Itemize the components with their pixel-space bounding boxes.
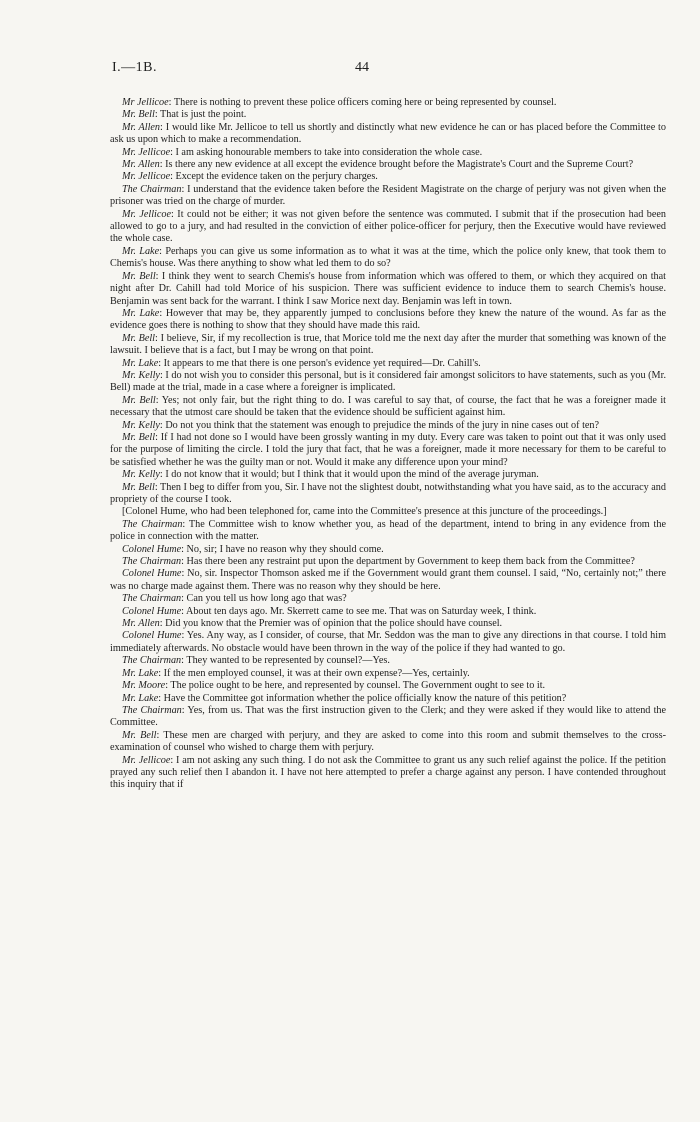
paragraph: Colonel Hume: No, sir; I have no reason why they should come. [122, 543, 384, 555]
paragraph: Mr. Bell: Yes; not only fair, but the right thing to do. I was careful to say that, of course, the fact that he was a foreigner made it necessary that the utmost care should be taken that the evidence should be sufficient against him. [110, 394, 666, 419]
speaker-name: Mr. Bell [122, 431, 156, 443]
paragraph: Mr. Kelly: I do not wish you to consider this personal, but is it considered fair amongst solicitors to have statements, such as you (Mr. Bell) made at the trial, made in a case where a foreigner is implicated. [110, 369, 666, 394]
speaker-name: Mr. Lake [122, 245, 160, 257]
speaker-name: Colonel Hume [122, 543, 182, 555]
speaker-name: Mr. Jellicoe [122, 146, 171, 158]
paragraph-text: I am not asking any such thing. I do not ask the Committee to grant us any such relief against the police. If the petition prayed any such relief then I abandon it. I have not here attempted to prefer a charge against any person. I have contended throughout this inquiry that if [110, 754, 666, 791]
paragraph-text: Have the Committee got information whether the police officially know the nature of this petition? [163, 692, 567, 704]
paragraph: Mr. Lake: It appears to me that there is one person's evidence yet required—Dr. Cahill's. [122, 357, 481, 369]
paragraph-text: Is there any new evidence at all except the evidence brought before the Magistrate's Court and the Supreme Court? [165, 159, 634, 171]
speaker-name: The Chairman [122, 593, 182, 605]
speaker-name: Mr Jellicoe [122, 97, 169, 108]
speaker-name: Mr. Moore [122, 680, 166, 692]
paragraph-text: I do not know that it would; but I think that it would upon the mind of the average juryman. [165, 469, 539, 481]
paragraph-text: No, sir; I have no reason why they should come. [186, 543, 384, 555]
page-number: 44 [355, 60, 369, 75]
paragraph: Mr Jellicoe: There is nothing to prevent these police officers coming here or being represented by counsel. [122, 97, 557, 108]
speaker-name: The Chairman [122, 518, 183, 530]
paragraph-text: Yes; not only fair, but the right thing to do. I was careful to say that, of course, the fact that he was a foreigner made it necessary that the utmost care should be taken that the evidence should be sufficient against him. [110, 394, 666, 419]
paragraph-text: Do not you think that the statement was enough to prejudice the minds of the jury in nine cases out of ten? [165, 419, 600, 431]
paragraph-text: However that may be, they apparently jumped to conclusions before they knew the nature of the wound. As far as the evidence goes there is nothing to show that they should have made this raid. [110, 307, 666, 332]
speaker-name: Mr. Allen [122, 121, 161, 133]
speaker-name: The Chairman [122, 655, 182, 667]
paragraph-text: Has there been any restraint put upon the department by Government to keep them back from the Committee? [186, 556, 635, 568]
speaker-name: Mr. Bell [122, 109, 155, 121]
paragraph-text: That is just the point. [160, 109, 247, 121]
paragraph-text: Yes. Any way, as I consider, of course, that Mr. Seddon was the man to give any directions in that course. I told him immediately afterwards. No obstacle would have been thrown in the way of the police if they had wanted to go. [110, 630, 667, 654]
speaker-name: Mr. Kelly [122, 369, 160, 381]
paragraph: Mr. Jellicoe: I am asking honourable members to take into consideration the whole case. [122, 146, 483, 158]
body-text [110, 97, 666, 792]
paragraph-text: Then I beg to differ from you, Sir. I have not the slightest doubt, notwithstanding what you have said, as to the accuracy and propriety of the course I took. [110, 481, 666, 505]
paragraph: Mr. Moore: The police ought to be here, and represented by counsel. The Government ought to see to it. [122, 680, 546, 692]
paragraph-text: Perhaps you can give us some information as to what it was at the time, which the police only knew, that took them to Chemis's house. Was there anything to show what led them to do so? [110, 245, 666, 270]
speaker-name: The Chairman [122, 183, 182, 195]
paragraph-text: [Colonel Hume, who had been telephoned for, came into the Committee's presence at this juncture of the proceedings.] [122, 506, 607, 518]
speaker-name: The Chairman [122, 556, 182, 568]
speaker-name: Mr. Lake [122, 307, 160, 319]
speaker-name: Mr. Kelly [122, 469, 160, 481]
paragraph: Mr. Kelly: I do not know that it would; but I think that it would upon the mind of the average juryman. [122, 469, 539, 481]
paragraph-text: Yes, from us. That was the first instruction given to the Clerk; and they were asked if they would like to attend the Committee. [110, 704, 667, 729]
speaker-name: Mr. Lake [122, 667, 159, 679]
paragraph [110, 506, 666, 518]
speaker-name: Mr. Lake [122, 357, 159, 369]
paragraph: The Chairman: They wanted to be represented by counsel?—Yes. [122, 655, 390, 667]
paragraph-text: I understand that the evidence taken before the Resident Magistrate on the charge of perjury was not given when the prisoner was tried on the charge of murder. [110, 183, 666, 208]
paragraph: Mr. Lake: However that may be, they apparently jumped to conclusions before they knew the nature of the wound. As far as the evidence goes there is nothing to show that they should have made this raid. [110, 307, 666, 332]
paragraph: Mr. Bell: I think they went to search Chemis's house from information which was offered to them, or which they acquired on that night after Dr. Cahill had told Morice of his suspicion. There was sufficient evidence to induce them to search Chemis's house. Benjamin was sent back for the warrant. I think I saw Morice next day. Benjamin was left in town. [110, 270, 666, 307]
speaker-name: Mr. Jellicoe [122, 208, 171, 220]
speaker-name: Mr. Kelly [122, 419, 160, 431]
paragraph: Mr. Jellicoe: Except the evidence taken on the perjury charges. [122, 171, 378, 183]
paragraph: Mr. Lake: Have the Committee got information whether the police officially know the nature of this petition? [122, 692, 567, 704]
speaker-name: Mr. Jellicoe [122, 754, 171, 766]
speaker-name: Colonel Hume [122, 630, 182, 642]
paragraph: Mr. Bell: Then I beg to differ from you, Sir. I have not the slightest doubt, notwithstanding what you have said, as to the accuracy and propriety of the course I took. [110, 481, 666, 505]
paragraph: Mr. Allen: I would like Mr. Jellicoe to tell us shortly and distinctly what new evidence he can or has placed before the Committee to ask us upon which to make a recommendation. [110, 121, 666, 146]
paragraph: Mr. Bell: That is just the point. [122, 109, 247, 121]
paragraph: Mr. Kelly: Do not you think that the statement was enough to prejudice the minds of the jury in nine cases out of ten? [122, 419, 600, 431]
paragraph: The Chairman: I understand that the evidence taken before the Resident Magistrate on the charge of perjury was not given when the prisoner was tried on the charge of murder. [110, 183, 666, 208]
speaker-name: Mr. Allen [122, 159, 160, 171]
paragraph: Mr. Jellicoe: I am not asking any such thing. I do not ask the Committee to grant us any such relief against the police. If the petition prayed any such relief then I abandon it. I have not here attempted to prefer a charge against any person. I have contended throughout this inquiry that if [110, 754, 666, 791]
paragraph: The Chairman: Has there been any restraint put upon the department by Government to keep them back from the Committee? [122, 556, 635, 568]
paragraph-text: I am asking honourable members to take into consideration the whole case. [175, 146, 483, 158]
paragraph: Mr. Jellicoe: It could not be either; it was not given before the sentence was commuted. I submit that if the prosecution had been allowed to go to a jury, and had resulted in the conviction of either police-officer for perjury, then the Executive would have reviewed the whole case. [110, 208, 666, 245]
paragraph-text: Except the evidence taken on the perjury charges. [175, 171, 378, 183]
paragraph: Mr. Bell: If I had not done so I would have been grossly wanting in my duty. Every care was taken to point out that it was only used for the purpose of limiting the circle. I told the jury that fact, that he was a foreigner, made it more necessary for them to be careful to be satisfied whether he was the guilty man or not. Would it make any difference upon your mind? [110, 431, 666, 468]
paragraph: Mr. Allen: Did you know that the Premier was of opinion that the police should have counsel. [122, 618, 503, 630]
speaker-name: Mr. Bell [122, 729, 157, 741]
paragraph-text: About ten days ago. Mr. Skerrett came to see me. That was on Saturday week, I think. [185, 605, 537, 617]
speaker-name: Mr. Lake [122, 692, 159, 704]
paragraph-text: I would like Mr. Jellicoe to tell us shortly and distinctly what new evidence he can or has placed before the Committee to ask us upon which to make a recommendation. [110, 121, 666, 146]
document-reference: I.—1B. [112, 60, 157, 75]
paragraph-text: It could not be either; it was not given before the sentence was commuted. I submit that if the prosecution had been allowed to go to a jury, and had resulted in the conviction of either police-officer for perjury, then the Executive would have reviewed the whole case. [110, 208, 666, 245]
paragraph: The Chairman: Can you tell us how long ago that was? [122, 593, 347, 605]
paragraph-text: I think they went to search Chemis's house from information which was offered to them, or which they acquired on that night after Dr. Cahill had told Morice of his suspicion. There was sufficient evidence to induce them to search Chemis's house. Benjamin was sent back for the warrant. I think I saw Morice next day. Benjamin was left in town. [110, 270, 666, 307]
paragraph-text: They wanted to be represented by counsel?—Yes. [186, 655, 390, 667]
speaker-name: Mr. Bell [122, 332, 156, 344]
speaker-name: Mr. Jellicoe [122, 171, 171, 183]
speaker-name: Mr. Allen [122, 618, 160, 630]
speaker-name: Colonel Hume [122, 568, 182, 580]
paragraph: Mr. Allen: Is there any new evidence at all except the evidence brought before the Magistrate's Court and the Supreme Court? [122, 159, 634, 171]
paragraph-text: The Committee wish to know whether you, as head of the department, intend to bring in any evidence from the police in connection with the matter. [110, 518, 666, 543]
paragraph-text: I do not wish you to consider this personal, but is it considered fair amongst solicitors to have statements, such as you (Mr. Bell) made at the trial, made in a case where a foreigner is implicated. [110, 369, 666, 394]
page-header [112, 60, 660, 78]
paragraph-text: There is nothing to prevent these police officers coming here or being represented by counsel. [173, 97, 557, 108]
speaker-name: Mr. Bell [122, 270, 156, 282]
paragraph-text: The police ought to be here, and represented by counsel. The Government ought to see to it. [170, 680, 546, 692]
paragraph-text: These men are charged with perjury, and they are asked to come into this room and submit themselves to the cross-examination of counsel who wished to charge them with perjury. [110, 729, 666, 754]
paragraph: Colonel Hume: About ten days ago. Mr. Skerrett came to see me. That was on Saturday week, I think. [122, 605, 537, 617]
paragraph: Mr. Bell: I believe, Sir, if my recollection is true, that Morice told me the next day after the murder that something was known of the lawsuit. I believe that is a fact, but I may be wrong on that point. [110, 332, 666, 357]
paragraph: Colonel Hume: Yes. Any way, as I consider, of course, that Mr. Seddon was the man to give any directions in that course. I told him immediately afterwards. No obstacle would have been thrown in the way of the police if they had wanted to go. [110, 630, 667, 654]
paragraph-text: I believe, Sir, if my recollection is true, that Morice told me the next day after the murder that something was known of the lawsuit. I believe that is a fact, but I may be wrong on that point. [110, 332, 666, 357]
speaker-name: Mr. Bell [122, 481, 155, 493]
paragraph: Mr. Lake: Perhaps you can give us some information as to what it was at the time, which the police only knew, that took them to Chemis's house. Was there anything to show what led them to do so? [110, 245, 666, 270]
speaker-name: Colonel Hume [122, 605, 182, 617]
paragraph-text: If I had not done so I would have been grossly wanting in my duty. Every care was taken to point out that it was only used for the purpose of limiting the circle. I told the jury that fact, that he was a foreigner, made it more necessary for them to be careful to be satisfied whether he was the guilty man or not. Would it make any difference upon your mind? [110, 431, 666, 468]
paragraph: The Chairman: Yes, from us. That was the first instruction given to the Clerk; and they were asked if they would like to attend the Committee. [110, 704, 667, 729]
paragraph: The Chairman: The Committee wish to know whether you, as head of the department, intend to bring in any evidence from the police in connection with the matter. [110, 518, 666, 543]
paragraph: Mr. Lake: If the men employed counsel, it was at their own expense?—Yes, certainly. [122, 667, 470, 679]
paragraph-text: No, sir. Inspector Thomson asked me if the Government would grant them counsel. I said, “No, certainly not;” there was no charge made against them. There was no reason why they should be here. [110, 568, 666, 592]
speaker-name: The Chairman [122, 704, 182, 716]
paragraph: Colonel Hume: No, sir. Inspector Thomson asked me if the Government would grant them counsel. I said, “No, certainly not;” there was no charge made against them. There was no reason why they should be here. [110, 568, 666, 592]
paragraph-text: Can you tell us how long ago that was? [186, 593, 347, 605]
paragraph-text: Did you know that the Premier was of opinion that the police should have counsel. [165, 618, 503, 630]
paragraph-text: It appears to me that there is one person's evidence yet required—Dr. Cahill's. [163, 357, 481, 369]
speaker-name: Mr. Bell [122, 394, 156, 406]
paragraph: Mr. Bell: These men are charged with perjury, and they are asked to come into this room and submit themselves to the cross-examination of counsel who wished to charge them with perjury. [110, 729, 666, 754]
paragraph-text: If the men employed counsel, it was at their own expense?—Yes, certainly. [163, 667, 470, 679]
